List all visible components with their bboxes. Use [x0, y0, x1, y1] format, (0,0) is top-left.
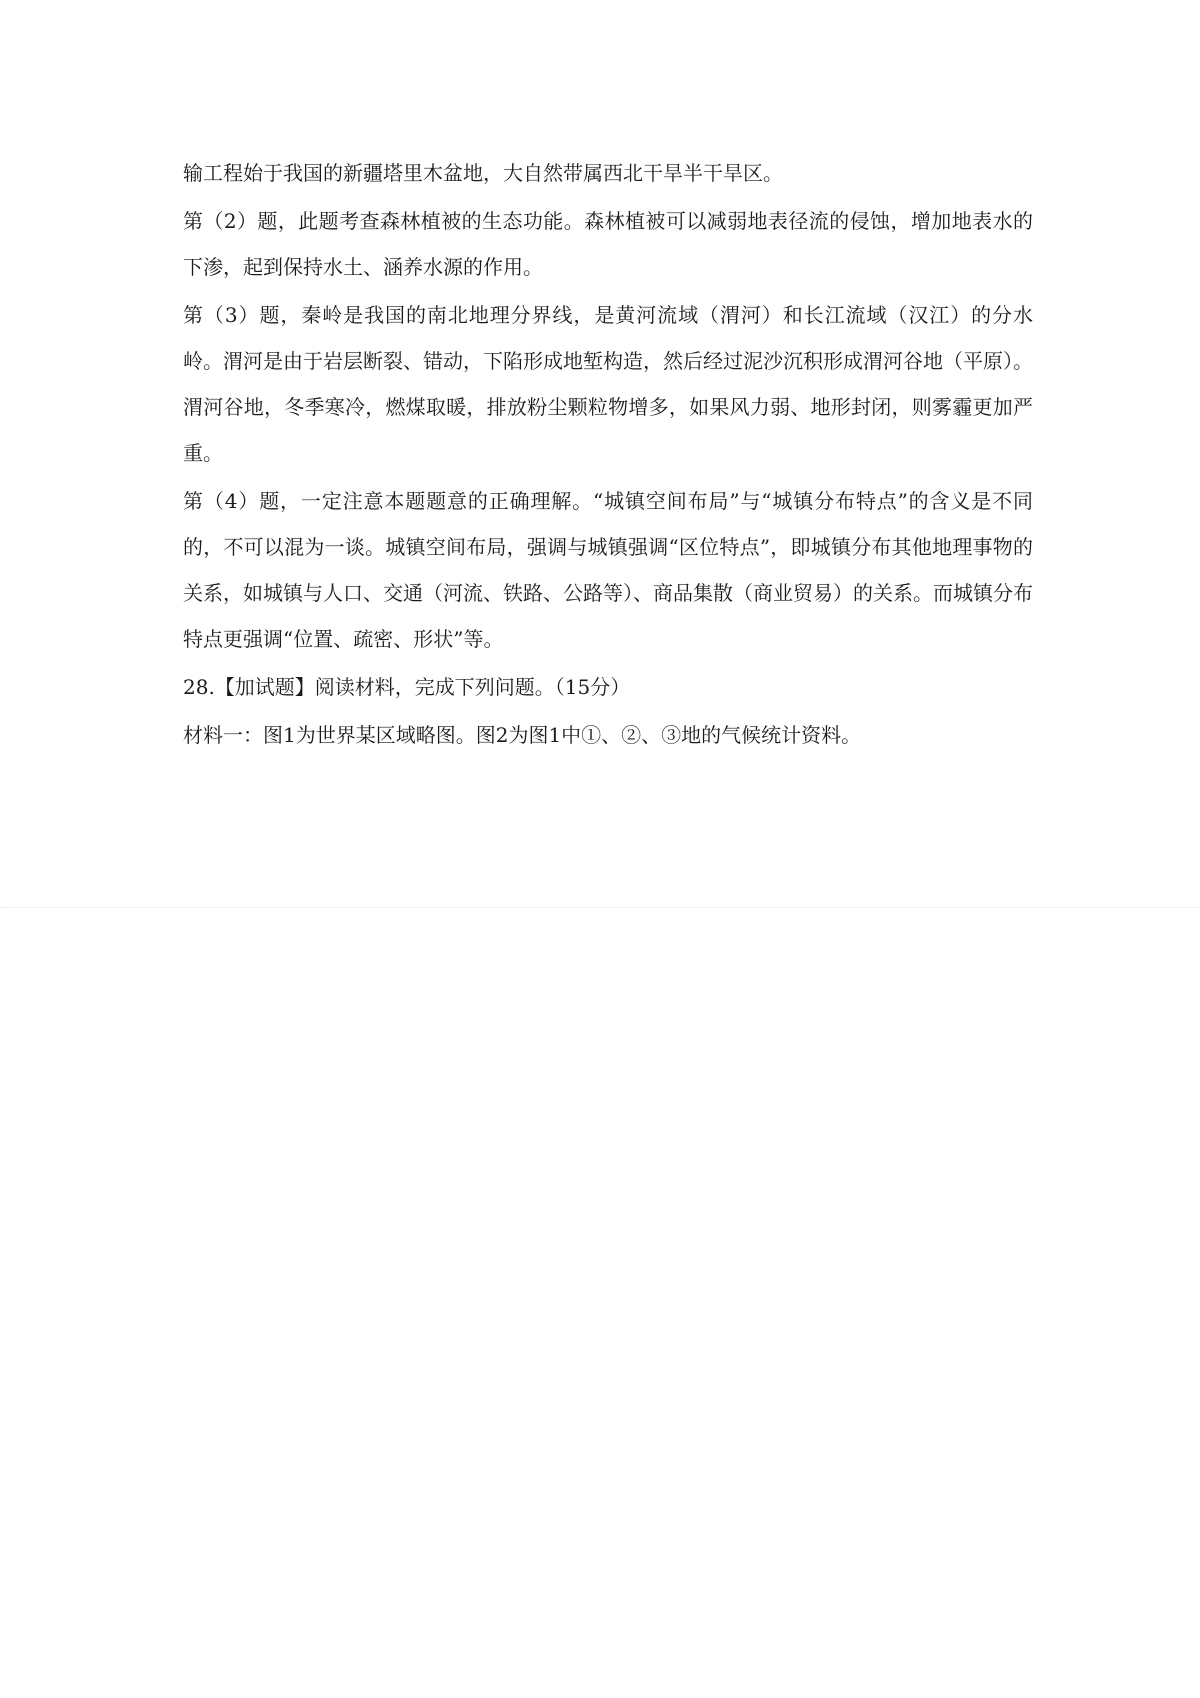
document-body — [183, 150, 1033, 758]
paragraph-answer-1-tail: 输工程始于我国的新疆塔里木盆地，大自然带属西北干旱半干旱区。 — [183, 161, 783, 185]
paragraph-answer-2: 第（2）题，此题考查森林植被的生态功能。森林植被可以减弱地表径流的侵蚀，增加地表水的下渗，起到保持水土、涵养水源的作用。 — [183, 209, 1033, 279]
paragraph-answer-3: 第（3）题，秦岭是我国的南北地理分界线，是黄河流域（渭河）和长江流域（汉江）的分水岭。渭河是由于岩层断裂、错动，下陷形成地堑构造，然后经过泥沙沉积形成渭河谷地（平原）。渭河谷地，冬季寒冷，燃煤取暖，排放粉尘颗粒物增多，如果风力弱、地形封闭，则雾霾更加严重。 — [183, 303, 1033, 465]
paragraph-answer-4: 第（4）题，一定注意本题题意的正确理解。“城镇空间布局”与“城镇分布特点”的含义是不同的，不可以混为一谈。城镇空间布局，强调与城镇强调“区位特点”，即城镇分布其他地理事物的关系，如城镇与人口、交通（河流、铁路、公路等）、商品集散（商业贸易）的关系。而城镇分布特点更强调“位置、疏密、形状”等。 — [183, 489, 1033, 651]
question-28-heading: 28.【加试题】阅读材料，完成下列问题。（15分） — [183, 675, 631, 699]
material-1-text: 材料一：图1为世界某区域略图。图2为图1中①、②、③地的气候统计资料。 — [183, 723, 862, 747]
page-divider — [0, 907, 1200, 908]
